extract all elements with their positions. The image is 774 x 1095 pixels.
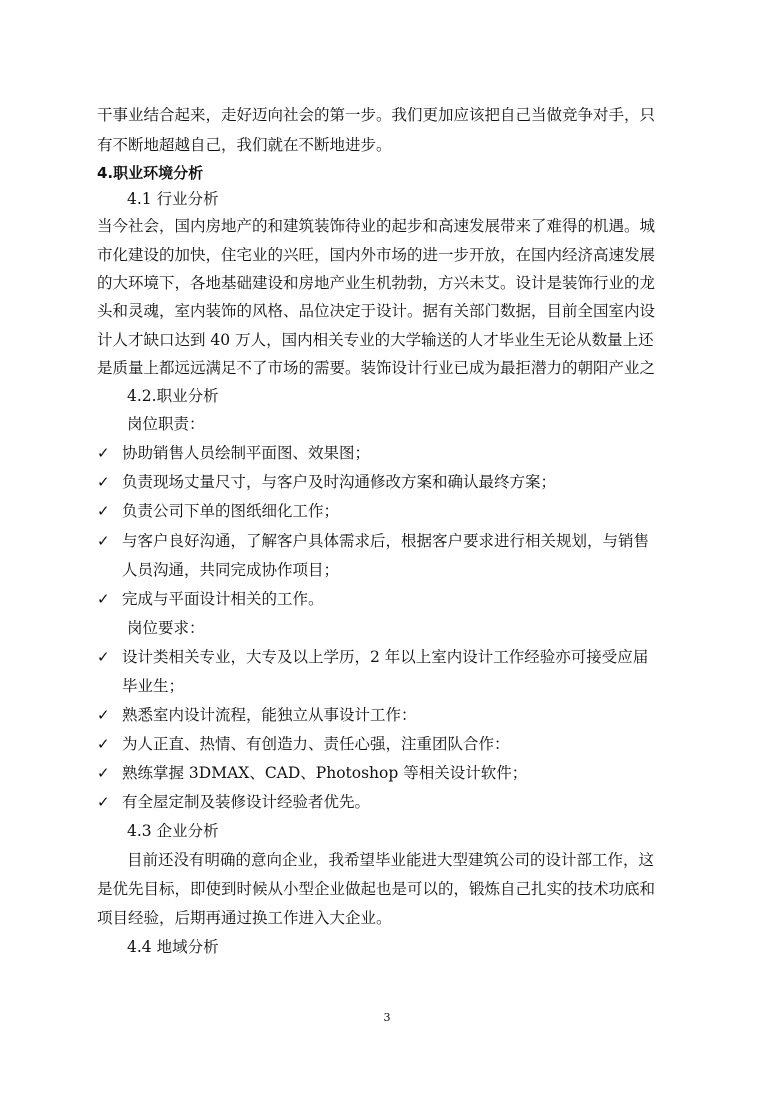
industry-paragraph-line-3: 的大环境下，各地基础建设和房地产业生机勃勃，方兴未艾。设计是装饰行业的龙 bbox=[97, 274, 656, 292]
section-4-4-heading: 4.4 地域分析 bbox=[127, 938, 219, 956]
check-icon: ✓ bbox=[97, 444, 110, 462]
industry-paragraph-line-4: 头和灵魂，室内装饰的风格、品位决定于设计。据有关部门数据，目前全国室内设 bbox=[97, 302, 656, 320]
check-icon: ✓ bbox=[97, 764, 110, 782]
enterprise-paragraph-line-3: 项目经验，后期再通过换工作进入大企业。 bbox=[97, 909, 392, 927]
section-4-heading: 4.职业环境分析 bbox=[97, 164, 204, 182]
industry-paragraph-line-5: 计人才缺口达到 40 万人，国内相关专业的大学输送的人才毕业生无论从数量上还 bbox=[97, 331, 654, 349]
industry-paragraph-line-6: 是质量上都远远满足不了市场的需要。装饰设计行业已成为最拒潜力的朝阳产业之 bbox=[97, 359, 656, 377]
intro-line-2: 有不断地超越自己，我们就在不断地进步。 bbox=[97, 136, 392, 154]
check-icon: ✓ bbox=[97, 735, 110, 753]
page-number: 3 bbox=[383, 1011, 391, 1024]
requirement-item-1-continued: 毕业生； bbox=[122, 677, 185, 695]
section-4-2-heading: 4.2.职业分析 bbox=[127, 387, 219, 405]
check-icon: ✓ bbox=[97, 648, 110, 666]
duty-item-4-continued: 人员沟通，共同完成协作项目； bbox=[122, 561, 340, 579]
check-icon: ✓ bbox=[97, 502, 110, 520]
duty-item-4: 与客户良好沟通，了解客户具体需求后，根据客户要求进行相关规划，与销售 bbox=[122, 532, 650, 550]
industry-paragraph-line-2: 市化建设的加快，住宅业的兴旺，国内外市场的进一步开放，在国内经济高速发展 bbox=[97, 246, 656, 264]
check-icon: ✓ bbox=[97, 706, 110, 724]
section-4-1-heading: 4.1 行业分析 bbox=[127, 190, 219, 208]
requirement-item-2: 熟悉室内设计流程，能独立从事设计工作： bbox=[122, 706, 417, 724]
intro-line-1: 干事业结合起来，走好迈向社会的第一步。我们更加应该把自己当做竞争对手，只 bbox=[97, 106, 656, 124]
requirement-item-5: 有全屋定制及装修设计经验者优先。 bbox=[122, 793, 371, 811]
enterprise-paragraph-line-2: 是优先目标，即使到时候从小型企业做起也是可以的，锻炼自己扎实的技术功底和 bbox=[97, 880, 656, 898]
section-4-3-heading: 4.3 企业分析 bbox=[127, 822, 219, 840]
duty-item-3: 负责公司下单的图纸细化工作； bbox=[122, 502, 340, 520]
check-icon: ✓ bbox=[97, 473, 110, 491]
requirement-item-4: 熟练掌握 3DMAX、CAD、Photoshop 等相关设计软件； bbox=[122, 764, 528, 782]
requirements-label: 岗位要求： bbox=[127, 619, 205, 637]
duty-item-5: 完成与平面设计相关的工作。 bbox=[122, 590, 324, 608]
check-icon: ✓ bbox=[97, 532, 110, 550]
duty-item-1: 协助销售人员绘制平面图、效果图； bbox=[122, 444, 371, 462]
enterprise-paragraph-line-1: 目前还没有明确的意向企业，我希望毕业能进大型建筑公司的设计部工作，这 bbox=[127, 851, 655, 869]
industry-paragraph-line-1: 当今社会，国内房地产的和建筑装饰待业的起步和高速发展带来了难得的机遇。城 bbox=[97, 217, 656, 235]
requirement-item-3: 为人正直、热情、有创造力、责任心强，注重团队合作： bbox=[122, 735, 510, 753]
requirement-item-1: 设计类相关专业，大专及以上学历，2 年以上室内设计工作经验亦可接受应届 bbox=[122, 648, 649, 666]
check-icon: ✓ bbox=[97, 793, 110, 811]
duty-item-2: 负责现场丈量尺寸，与客户及时沟通修改方案和确认最终方案； bbox=[122, 473, 557, 491]
check-icon: ✓ bbox=[97, 590, 110, 608]
duties-label: 岗位职责： bbox=[127, 415, 205, 433]
